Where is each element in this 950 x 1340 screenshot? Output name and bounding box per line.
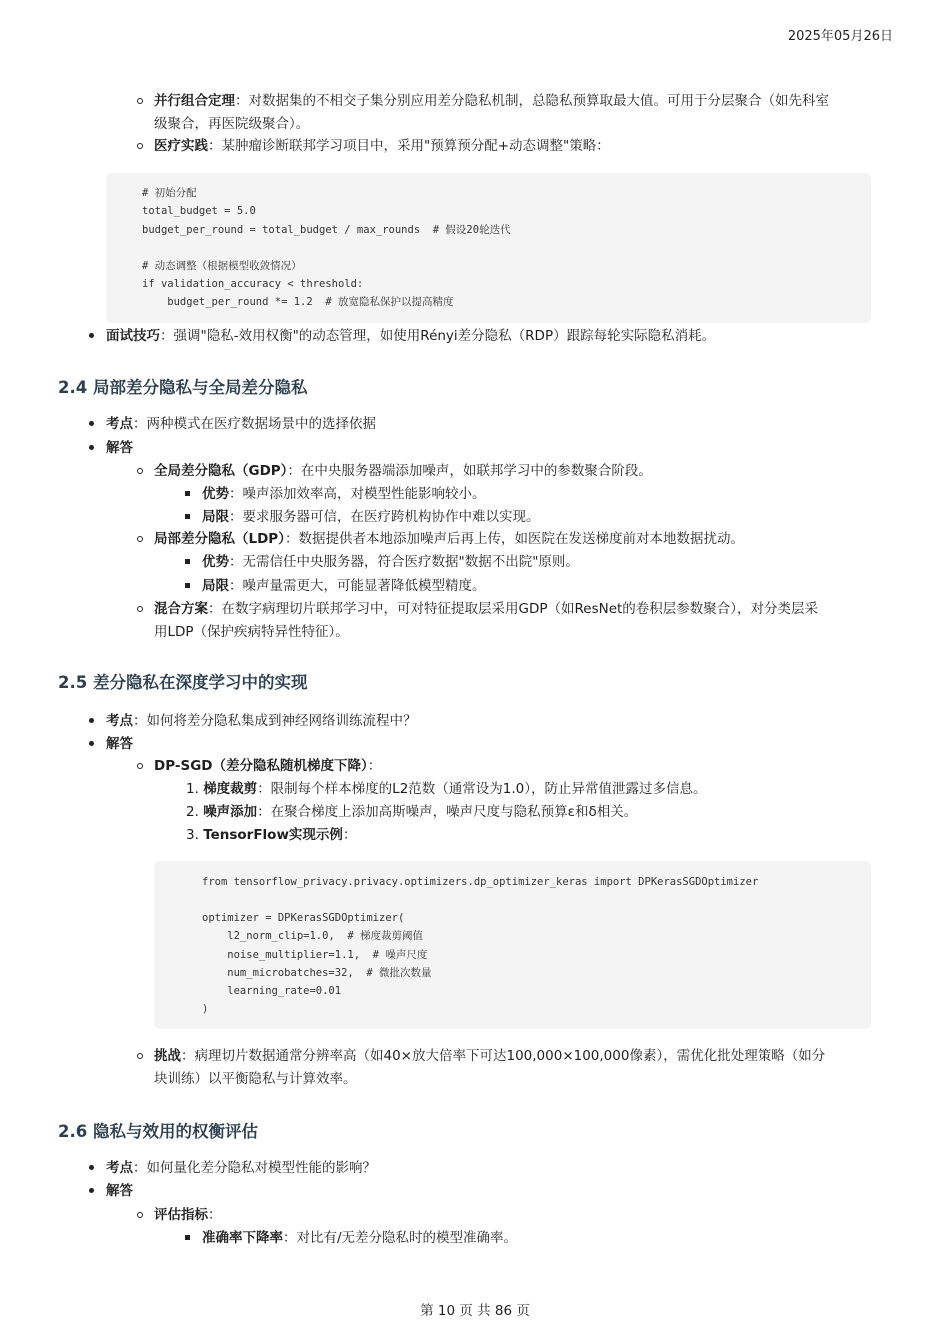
bullet-circle (137, 763, 143, 769)
code-line: from tensorflow_privacy.privacy.optimizers.dp_optimizer_keras import DPKerasSGDOptimizer (202, 876, 759, 888)
list-item (154, 598, 818, 620)
item-number: 3. (186, 827, 199, 843)
bullet-square (185, 1235, 190, 1240)
term-label: 挑战 (154, 1048, 181, 1064)
term-label: 优势 (202, 554, 229, 570)
list-item (154, 1045, 825, 1067)
term-label: 评估指标 (154, 1207, 208, 1223)
bullet-square (185, 583, 190, 588)
list-item (106, 1180, 133, 1202)
item-text: ：对数据集的不相交子集分别应用差分隐私机制，总隐私预算取最大值。可用于分层聚合（如先科室 (235, 93, 829, 109)
code-line: optimizer = DPKerasSGDOptimizer( (202, 912, 405, 924)
item-text: ：对比有/无差分隐私时的模型准确率。 (283, 1230, 518, 1246)
term-label: 医疗实践 (154, 138, 208, 154)
list-item (154, 528, 744, 550)
list-item (202, 551, 579, 573)
list-item (106, 437, 133, 459)
item-number: 2. (186, 804, 199, 820)
code-line: total_budget = 5.0 (142, 205, 256, 217)
term-label: 混合方案 (154, 601, 208, 617)
term-label: 局限 (202, 578, 229, 594)
term-label: 解答 (106, 1183, 133, 1199)
bullet-circle (137, 606, 143, 612)
code-line: # 动态调整（根据模型收敛情况） (142, 260, 302, 272)
list-item-continuation: 块训练）以平衡隐私与计算效率。 (154, 1071, 357, 1087)
item-text: ：要求服务器可信，在医疗跨机构协作中难以实现。 (229, 509, 540, 525)
bullet-disc (89, 333, 94, 338)
list-item (202, 483, 486, 505)
bullet-disc (89, 1188, 94, 1193)
list-item (154, 135, 610, 157)
item-text: ：如何将差分隐私集成到神经网络训练流程中？ (133, 713, 417, 729)
term-label: 解答 (106, 736, 133, 752)
list-item (106, 733, 133, 755)
list-item-continuation: 级聚合，再医院级聚合）。 (154, 116, 310, 132)
section-heading: 2.6 隐私与效用的权衡评估 (58, 1122, 258, 1141)
term-label: 局限 (202, 509, 229, 525)
item-text: ：强调"隐私-效用权衡"的动态管理，如使用Rényi差分隐私（RDP）跟踪每轮实际隐私消耗。 (160, 328, 716, 344)
code-line: l2_norm_clip=1.0, # 梯度裁剪阈值 (202, 930, 424, 942)
item-text: ：噪声添加效率高，对模型性能影响较小。 (229, 486, 486, 502)
code-block (106, 173, 871, 323)
item-text: ： (367, 758, 382, 774)
term-label: 准确率下降率 (202, 1230, 283, 1246)
section-heading: 2.4 局部差分隐私与全局差分隐私 (58, 378, 308, 397)
item-text: ：噪声量需更大，可能显著降低模型精度。 (229, 578, 486, 594)
item-text: ： (208, 1207, 222, 1223)
section-heading: 2.5 差分隐私在深度学习中的实现 (58, 673, 308, 692)
list-item (202, 575, 486, 597)
item-text: ： (342, 827, 357, 843)
item-text: ：无需信任中央服务器，符合医疗数据"数据不出院"原则。 (229, 554, 579, 570)
term-label: 全局差分隐私（GDP） (154, 463, 288, 479)
item-text: ：限制每个样本梯度的L2范数（通常设为1.0），防止异常值泄露过多信息。 (257, 781, 707, 797)
list-item (106, 413, 376, 435)
bullet-square (185, 491, 190, 496)
list-item (154, 460, 652, 482)
list-item (106, 710, 417, 732)
term-label: TensorFlow实现示例 (203, 827, 343, 843)
term-label: 梯度裁剪 (203, 781, 258, 797)
term-label: 优势 (202, 486, 229, 502)
bullet-circle (137, 98, 143, 104)
numbered-item (186, 824, 356, 846)
code-block (154, 861, 871, 1029)
term-label: 并行组合定理 (154, 93, 235, 109)
list-item (106, 325, 715, 347)
numbered-item (186, 801, 637, 823)
term-label: 考点 (106, 1160, 133, 1176)
list-item (202, 1227, 517, 1249)
bullet-disc (89, 718, 94, 723)
item-number: 1. (186, 781, 199, 797)
term-label: 解答 (106, 440, 133, 456)
list-item (154, 755, 381, 777)
bullet-circle (137, 468, 143, 474)
list-item-continuation: 用LDP（保护疾病特异性特征）。 (154, 624, 349, 640)
item-text: ：两种模式在医疗数据场景中的选择依据 (133, 416, 376, 432)
list-item (106, 1157, 376, 1179)
item-text: ：某肿瘤诊断联邦学习项目中，采用"预算预分配+动态调整"策略： (208, 138, 610, 154)
item-text: ：在聚合梯度上添加高斯噪声，噪声尺度与隐私预算ε和δ相关。 (257, 804, 638, 820)
bullet-circle (137, 1053, 143, 1059)
code-line: budget_per_round *= 1.2 # 放宽隐私保护以提高精度 (142, 296, 454, 308)
item-text: ：在中央服务器端添加噪声，如联邦学习中的参数聚合阶段。 (287, 463, 652, 479)
list-item (202, 506, 540, 528)
code-line: ) (202, 1003, 209, 1015)
item-text: ：在数字病理切片联邦学习中，可对特征提取层采用GDP（如ResNet的卷积层参数聚合），对分类层采 (208, 601, 819, 617)
code-line: if validation_accuracy < threshold: (142, 278, 364, 290)
item-text: ：数据提供者本地添加噪声后再上传，如医院在发送梯度前对本地数据扰动。 (284, 531, 744, 547)
bullet-square (185, 514, 190, 519)
term-label: 考点 (106, 416, 133, 432)
numbered-item (186, 778, 707, 800)
code-line: learning_rate=0.01 (202, 985, 342, 997)
code-line: num_microbatches=32, # 微批次数量 (202, 967, 432, 979)
code-line: budget_per_round = total_budget / max_rounds # 假设20轮迭代 (142, 224, 511, 236)
bullet-circle (137, 143, 143, 149)
page-footer: 第 10 页 共 86 页 (420, 1303, 530, 1319)
code-line: # 初始分配 (142, 187, 197, 199)
term-label: 局部差分隐私（LDP） (154, 531, 285, 547)
term-label: 面试技巧 (106, 328, 160, 344)
bullet-circle (137, 1212, 143, 1218)
term-label: 考点 (106, 713, 133, 729)
bullet-disc (89, 421, 94, 426)
bullet-disc (89, 741, 94, 746)
term-label: DP-SGD（差分隐私随机梯度下降） (154, 758, 368, 774)
bullet-square (185, 559, 190, 564)
bullet-disc (89, 1165, 94, 1170)
bullet-circle (137, 536, 143, 542)
bullet-disc (89, 445, 94, 450)
item-text: ：病理切片数据通常分辨率高（如40×放大倍率下可达100,000×100,000像素），需优化批处理策略（如分 (181, 1048, 826, 1064)
list-item (154, 90, 829, 112)
page-date: 2025年05月26日 (787, 29, 893, 44)
list-item (154, 1204, 222, 1226)
code-line: noise_multiplier=1.1, # 噪声尺度 (202, 949, 428, 961)
term-label: 噪声添加 (203, 804, 258, 820)
item-text: ：如何量化差分隐私对模型性能的影响？ (133, 1160, 376, 1176)
